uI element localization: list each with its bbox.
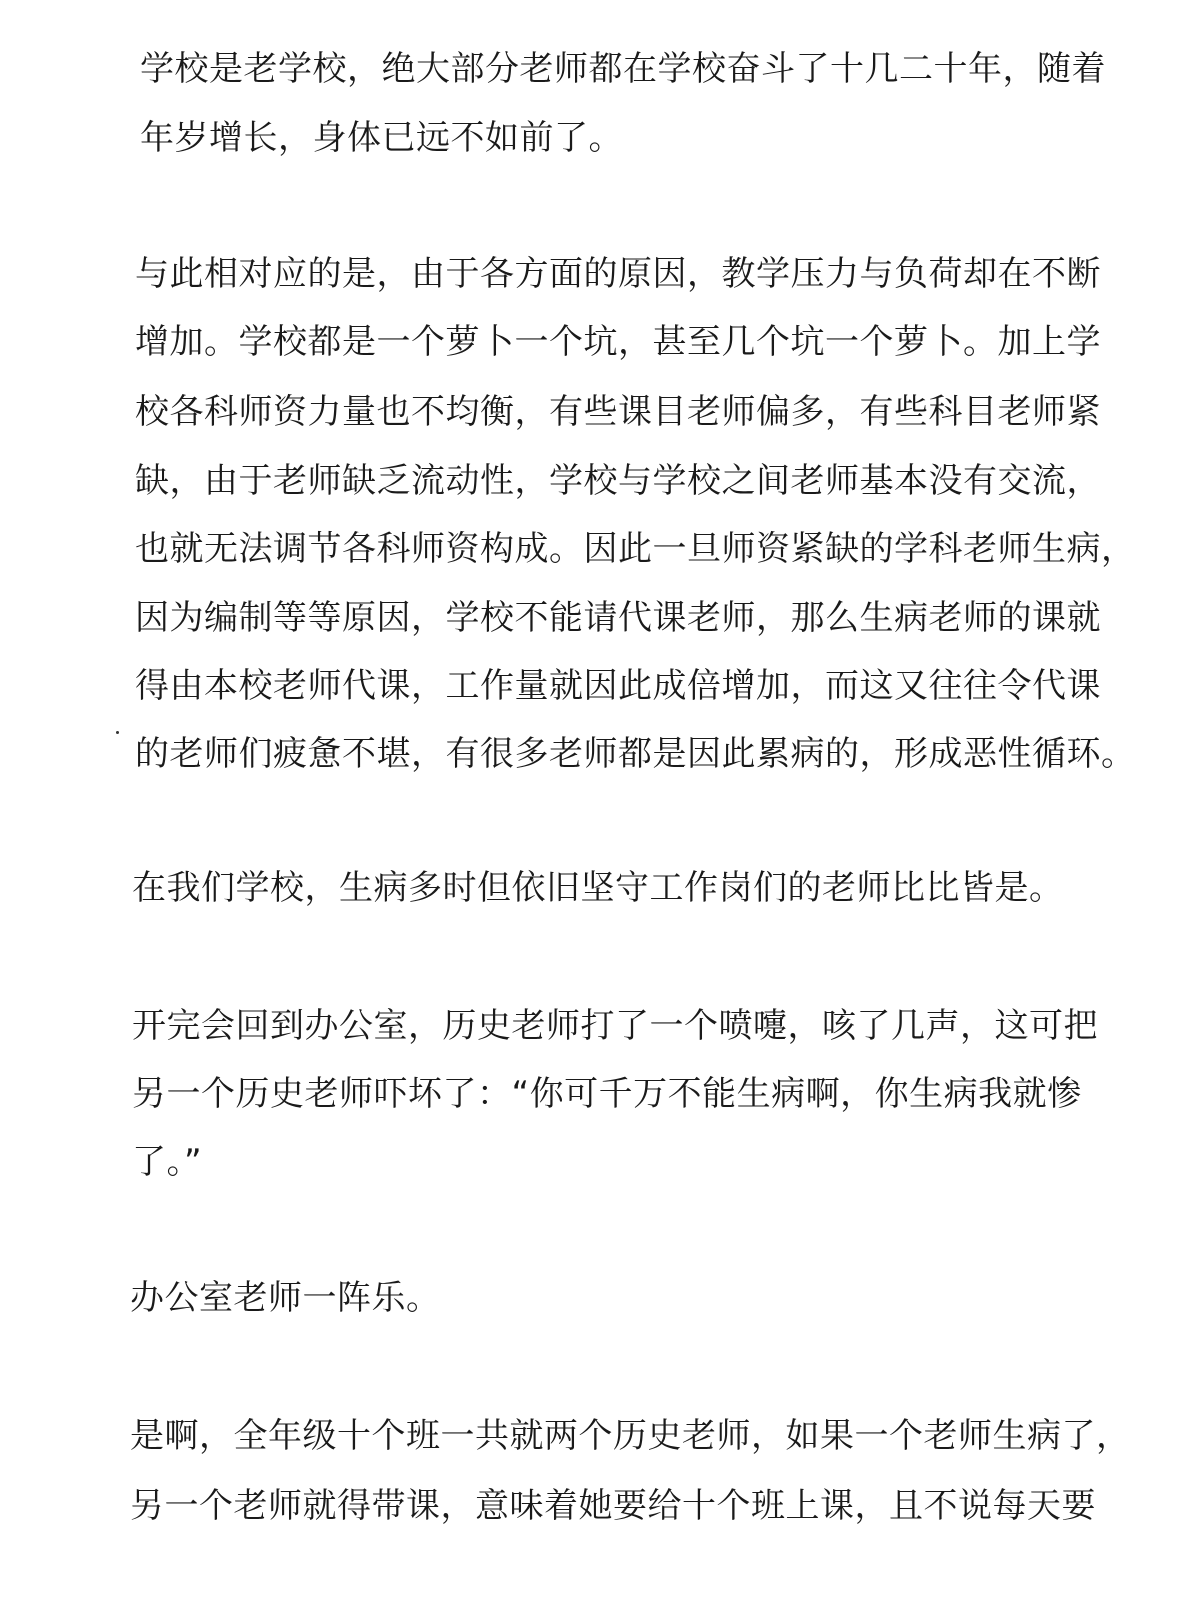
text-line: 也就无法调节各科师资构成。因此一旦师资紧缺的学科老师生病， — [135, 529, 1136, 569]
text-line: 了。” — [132, 1142, 203, 1182]
text-line: 缺，由于老师缺乏流动性，学校与学校之间老师基本没有交流， — [135, 461, 1101, 501]
scan-speck — [116, 731, 119, 734]
text-line: 另一个老师就得带课，意味着她要给十个班上课，且不说每天要 — [130, 1486, 1096, 1526]
text-line: 学校是老学校，绝大部分老师都在学校奋斗了十几二十年，随着 — [140, 49, 1106, 89]
text-line: 年岁增长，身体已远不如前了。 — [140, 118, 623, 158]
text-line: 是啊，全年级十个班一共就两个历史老师，如果一个老师生病了， — [130, 1416, 1131, 1456]
text-line: 的老师们疲惫不堪，有很多老师都是因此累病的，形成恶性循环。 — [135, 734, 1136, 774]
text-line: 因为编制等等原因，学校不能请代课老师，那么生病老师的课就 — [135, 598, 1101, 638]
text-line: 增加。学校都是一个萝卜一个坑，甚至几个坑一个萝卜。加上学 — [135, 322, 1101, 362]
text-line: 另一个历史老师吓坏了：“你可千万不能生病啊，你生病我就惨 — [132, 1074, 1082, 1114]
text-line: 与此相对应的是，由于各方面的原因，教学压力与负荷却在不断 — [135, 254, 1101, 294]
text-line: 办公室老师一阵乐。 — [130, 1278, 441, 1318]
text-line: 得由本校老师代课，工作量就因此成倍增加，而这又往往令代课 — [135, 666, 1101, 706]
text-line: 开完会回到办公室，历史老师打了一个喷嚏，咳了几声，这可把 — [132, 1006, 1098, 1046]
text-line: 在我们学校，生病多时但依旧坚守工作岗们的老师比比皆是。 — [132, 868, 1064, 908]
text-line: 校各科师资力量也不均衡，有些课目老师偏多，有些科目老师紧 — [135, 392, 1101, 432]
